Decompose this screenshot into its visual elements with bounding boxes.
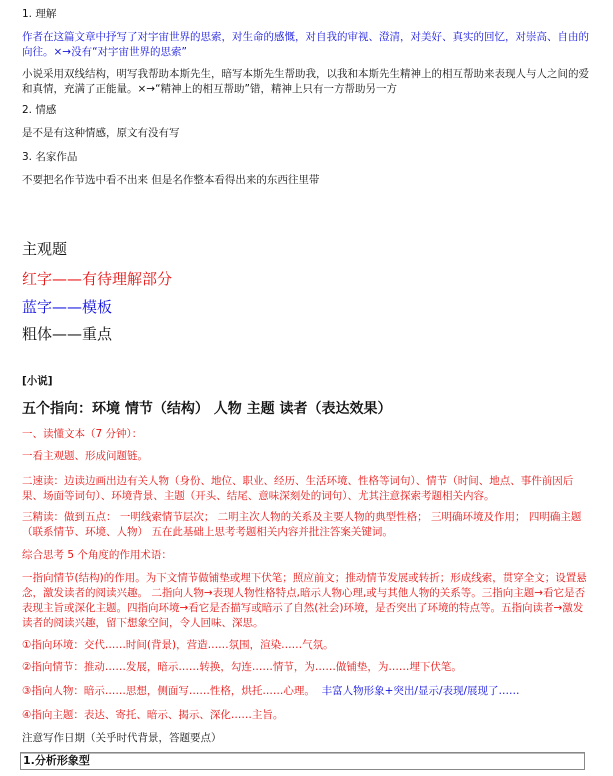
step-intensive: 三精读：做到五点： 一明线索情节层次； 二明主次人物的关系及主要人物的典型性格； 三明确环境及作用； 四明确主题（联系情节、环境、人物） 五在此基础上思考考题相关内容并批注答案关键词。 — [22, 511, 582, 538]
paragraph: 小说采用双线结构，明写我帮助本斯先生，暗写本斯先生帮助我，以我和本斯先生精神上的相互帮助来表现人与人之间的爱和真情，充满了正能量。×→“精神上的相互帮助”错，精神上只有一方帮助另一方 — [22, 68, 589, 95]
step-skim: 二速读：边读边画出边有关人物（身份、地位、职业、经历、生活环境、性格等词句）、情节（时间、地点、事件前因后果、场面等词句）、环境背景、主题（开头、结尾、意味深刻处的词句）、尤其注意探索考题相关内容。 — [22, 475, 574, 502]
term-character-template: 丰富人物形象+突出/显示/表现/展现了…… — [321, 685, 520, 697]
section-heading-works: 3. 名家作品 — [22, 151, 78, 163]
section-heading-understanding: 1. 理解 — [22, 8, 57, 20]
novel-tag: [小说] — [22, 375, 53, 387]
terms-paragraph: 一指向情节(结构)的作用。为下文情节做铺垫或埋下伏笔；照应前文；推动情节发展或转折；形成线索，贯穿全文；设置悬念，激发读者的阅读兴趣。 二指向人物→表现人物性格特点,暗示人物心理,或与其他人物的关系等。三指向主题→看它是否表现主旨或深化主题。四指向环境→看它是否描写或暗示了自然(社会)环境，是否突出了环境的特点等。五指向读者→激发读者的阅读兴趣，留下想象空间，令人回味、深思。 — [22, 572, 587, 629]
terms-title: 综合思考 5 个角度的作用术语： — [22, 549, 172, 561]
legend-blue: 蓝字——模板 — [22, 298, 113, 316]
legend-title: 主观题 — [22, 240, 68, 258]
legend-red: 红字——有待理解部分 — [22, 270, 173, 288]
note-date: 注意写作日期（关乎时代背景，答题要点） — [22, 732, 222, 744]
legend-bold: 粗体——重点 — [22, 325, 113, 343]
term-environment: ①指向环境：交代……时间(背景)，营造……氛围，渲染……气氛。 — [22, 639, 334, 651]
term-plot: ②指向情节：推动……发展，暗示……转换，勾连……情节，为……做铺垫，为……埋下伏笔。 — [22, 661, 462, 673]
paragraph: 不要把名作节选中看不出来 但是名作整本看得出来的东西往里带 — [22, 174, 320, 186]
blue-paragraph: 作者在这篇文章中抒写了对宇宙世界的思索，对生命的感慨，对自我的审视、澄清，对美好、真实的回忆，对崇高、自由的向往。×→没有“对宇宙世界的思索” — [22, 31, 589, 58]
term-theme: ④指向主题：表达、寄托、暗示、揭示、深化……主旨。 — [22, 709, 284, 721]
section-box-analyze-image: 1.分析形象型 — [20, 752, 585, 770]
term-character-text: ③指向人物：暗示……思想，侧面写……性格，烘托……心理。 — [22, 685, 315, 697]
term-character — [22, 684, 590, 699]
paragraph: 是不是有这种情感，原文有没有写 — [22, 127, 180, 139]
section-heading-emotion: 2. 情感 — [22, 104, 57, 116]
step-read: 一、读懂文本（7 分钟）： — [22, 428, 143, 440]
step-look: 一看主观题、形成问题链。 — [22, 450, 148, 462]
novel-title: 五个指向：环境 情节（结构） 人物 主题 读者（表达效果） — [22, 401, 392, 417]
